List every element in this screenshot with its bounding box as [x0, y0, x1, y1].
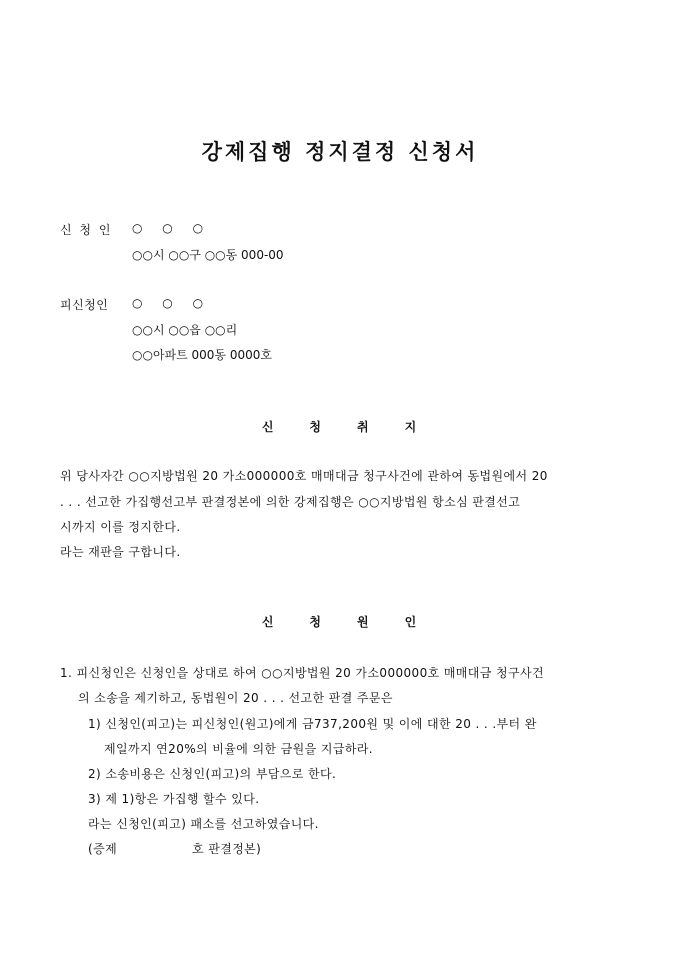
reason-heading-char: 인 [404, 615, 419, 629]
purpose-line: 라는 재판을 구합니다. [60, 545, 181, 559]
reason-item-1-continued: 의 소송을 제기하고, 동법원이 20 . . . 선고한 판결 주문은 [78, 691, 393, 705]
respondent-address-line1: ○○시 ○○읍 ○○리 [132, 323, 238, 337]
purpose-heading [0, 418, 680, 435]
reason-heading-char: 신 [261, 615, 276, 629]
reason-sub-item-2: 2) 소송비용은 신청인(피고)의 부담으로 한다. [88, 767, 337, 781]
reason-heading [0, 613, 680, 630]
purpose-line: . . . 선고한 가집행선고부 판결정본에 의한 강제집행은 ○○지방법원 항소심 판결선고 [60, 495, 521, 509]
document-title: 강제집행 정지결정 신청서 [201, 139, 479, 164]
evidence-label-left: (증제 [88, 842, 118, 856]
purpose-heading-char: 취 [357, 420, 371, 434]
applicant-label: 신 청 인 [60, 223, 113, 237]
reason-heading-char: 청 [309, 615, 323, 629]
applicant-address: ○○시 ○○구 ○○동 000-00 [132, 248, 284, 262]
purpose-heading-char: 지 [404, 420, 419, 434]
reason-sub-item-3: 3) 제 1)항은 가집행 할수 있다. [88, 792, 260, 806]
applicant-name: ○ ○ ○ [132, 221, 205, 235]
reason-item-1: 1. 피신청인은 신청인을 상대로 하여 ○○지방법원 20 가소000000호 매매대금 청구사건 [60, 666, 544, 680]
reason-heading-char: 원 [357, 615, 371, 629]
reason-sub-item-1: 1) 신청인(피고)는 피신청인(원고)에게 금737,200원 및 이에 대한 20 . . .부터 완 [88, 717, 537, 731]
respondent-name: ○ ○ ○ [132, 296, 205, 310]
purpose-line: 위 당사자간 ○○지방법원 20 가소000000호 매매대금 청구사건에 관하여 동법원에서 20 [60, 469, 548, 483]
respondent-label: 피신청인 [60, 298, 109, 312]
purpose-line: 시까지 이를 정지한다. [60, 520, 181, 534]
purpose-heading-char: 청 [309, 420, 323, 434]
reason-sub-item-1-continued: 제일까지 연20%의 비율에 의한 금원을 지급하라. [104, 742, 374, 756]
respondent-address-line2: ○○아파트 000동 0000호 [132, 348, 272, 362]
purpose-heading-char: 신 [261, 420, 276, 434]
reason-conclusion: 라는 신청인(피고) 패소를 선고하였습니다. [88, 817, 319, 831]
evidence-label-right: 호 판결정본) [192, 842, 262, 856]
